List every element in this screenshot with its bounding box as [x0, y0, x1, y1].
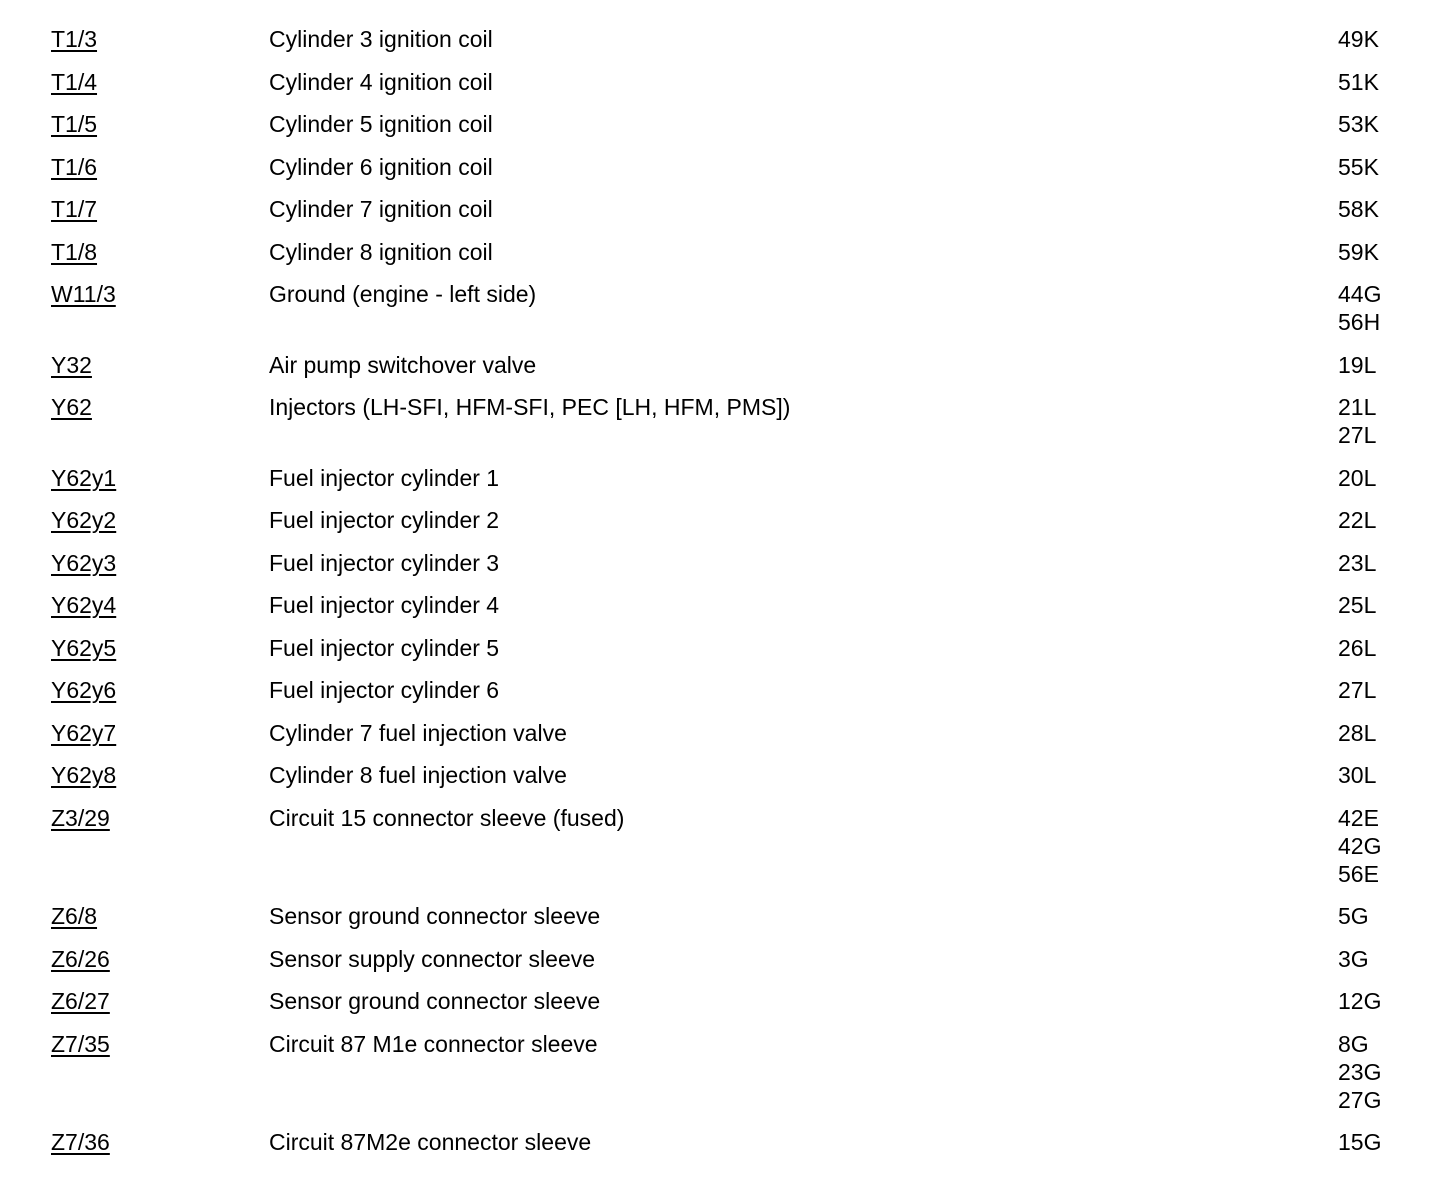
grid-location-list — [1338, 634, 1438, 662]
grid-location-list — [1338, 238, 1438, 266]
component-code-link[interactable]: T1/4 — [51, 68, 98, 95]
grid-location-list — [1338, 393, 1438, 449]
grid-location-list — [1338, 987, 1438, 1015]
grid-location: 55K — [1338, 153, 1379, 180]
grid-location-list — [1338, 1030, 1438, 1114]
grid-location: 58K — [1338, 196, 1379, 222]
grid-location: 59K — [1338, 238, 1379, 265]
component-description: Cylinder 4 ignition coil — [269, 68, 493, 95]
grid-location-list — [1338, 804, 1438, 888]
component-description: Sensor ground connector sleeve — [269, 988, 601, 1014]
grid-location-list — [1338, 195, 1438, 223]
grid-location: 20L — [1338, 464, 1377, 491]
component-code-link[interactable]: T1/5 — [51, 111, 98, 137]
component-description: Fuel injector cylinder 5 — [269, 634, 500, 661]
grid-location: 51K — [1338, 68, 1379, 95]
grid-location: 27G — [1338, 1086, 1382, 1113]
component-description: Cylinder 6 ignition coil — [269, 153, 493, 180]
component-description: Sensor ground connector sleeve — [269, 903, 601, 929]
grid-location-list — [1338, 110, 1438, 138]
grid-location-list — [1338, 549, 1438, 577]
grid-location: 56E — [1338, 860, 1379, 887]
component-description: Ground (engine - left side) — [269, 281, 537, 307]
grid-location: 23L — [1338, 549, 1377, 576]
component-code-link[interactable]: Y62y3 — [51, 549, 117, 576]
component-description: Fuel injector cylinder 2 — [269, 507, 500, 533]
grid-location-list — [1338, 719, 1438, 747]
component-code-link[interactable]: Z6/27 — [51, 988, 110, 1014]
grid-location: 22L — [1338, 507, 1377, 533]
component-description: Fuel injector cylinder 6 — [269, 677, 500, 703]
grid-location-list — [1338, 153, 1438, 181]
component-code-link[interactable]: Z7/35 — [51, 1030, 110, 1057]
grid-location-list — [1338, 351, 1438, 379]
component-description: Fuel injector cylinder 3 — [269, 549, 500, 576]
grid-location-list — [1338, 676, 1438, 704]
component-description: Sensor supply connector sleeve — [269, 945, 596, 972]
component-code-link[interactable]: Z6/26 — [51, 945, 110, 972]
component-description: Fuel injector cylinder 1 — [269, 464, 500, 491]
grid-location: 26L — [1338, 634, 1377, 661]
grid-location: 12G — [1338, 988, 1382, 1014]
grid-location-list — [1338, 506, 1438, 534]
component-code-link[interactable]: Y62 — [51, 394, 92, 420]
component-code-link[interactable]: Y62y1 — [51, 464, 117, 491]
grid-location: 21L — [1338, 394, 1377, 420]
grid-location: 27L — [1338, 422, 1377, 448]
grid-location: 53K — [1338, 111, 1379, 137]
component-description: Circuit 87M2e connector sleeve — [269, 1129, 592, 1155]
grid-location-list — [1338, 945, 1438, 973]
component-code-link[interactable]: T1/6 — [51, 153, 98, 180]
component-description: Fuel injector cylinder 4 — [269, 592, 500, 618]
grid-location-list — [1338, 591, 1438, 619]
component-code-link[interactable]: Y62y6 — [51, 677, 117, 703]
component-code-link[interactable]: Y62y8 — [51, 762, 117, 788]
grid-location: 56H — [1338, 309, 1381, 335]
grid-location: 42E — [1338, 804, 1379, 831]
grid-location: 27L — [1338, 677, 1377, 703]
grid-location: 8G — [1338, 1030, 1369, 1057]
component-code-link[interactable]: T1/3 — [51, 26, 98, 52]
component-code-link[interactable]: Y62y7 — [51, 719, 117, 746]
component-code-link[interactable]: Z3/29 — [51, 804, 110, 831]
component-description: Circuit 15 connector sleeve (fused) — [269, 804, 625, 831]
grid-location-list — [1338, 902, 1438, 930]
grid-location: 5G — [1338, 903, 1369, 929]
component-description: Air pump switchover valve — [269, 351, 537, 378]
component-code-link[interactable]: Z6/8 — [51, 903, 98, 929]
grid-location-list — [1338, 1128, 1438, 1156]
component-code-link[interactable]: T1/7 — [51, 196, 98, 222]
grid-location: 30L — [1338, 762, 1377, 788]
component-code-link[interactable]: W11/3 — [51, 281, 116, 307]
component-description: Cylinder 3 ignition coil — [269, 26, 493, 52]
grid-location-list — [1338, 761, 1438, 789]
component-description: Cylinder 7 ignition coil — [269, 196, 493, 222]
grid-location: 28L — [1338, 719, 1377, 746]
component-code-link[interactable]: Y32 — [51, 351, 92, 378]
component-description: Injectors (LH-SFI, HFM-SFI, PEC [LH, HFM, PMS]) — [269, 394, 791, 420]
component-description: Cylinder 5 ignition coil — [269, 111, 493, 137]
component-code-link[interactable]: T1/8 — [51, 238, 98, 265]
grid-location: 42G — [1338, 832, 1382, 859]
grid-location: 23G — [1338, 1058, 1382, 1085]
component-code-link[interactable]: Z7/36 — [51, 1129, 110, 1155]
grid-location: 19L — [1338, 351, 1377, 378]
grid-location: 3G — [1338, 945, 1369, 972]
component-description: Cylinder 8 fuel injection valve — [269, 762, 567, 788]
component-description: Circuit 87 M1e connector sleeve — [269, 1030, 598, 1057]
component-code-link[interactable]: Y62y5 — [51, 634, 117, 661]
grid-location: 25L — [1338, 592, 1377, 618]
grid-location-list — [1338, 68, 1438, 96]
grid-location: 44G — [1338, 281, 1382, 307]
grid-location-list — [1338, 280, 1438, 336]
grid-location: 49K — [1338, 26, 1379, 52]
grid-location-list — [1338, 464, 1438, 492]
component-code-link[interactable]: Y62y2 — [51, 507, 117, 533]
component-description: Cylinder 8 ignition coil — [269, 238, 493, 265]
component-code-link[interactable]: Y62y4 — [51, 592, 117, 618]
grid-location: 15G — [1338, 1129, 1382, 1155]
grid-location-list — [1338, 25, 1438, 53]
component-description: Cylinder 7 fuel injection valve — [269, 719, 567, 746]
